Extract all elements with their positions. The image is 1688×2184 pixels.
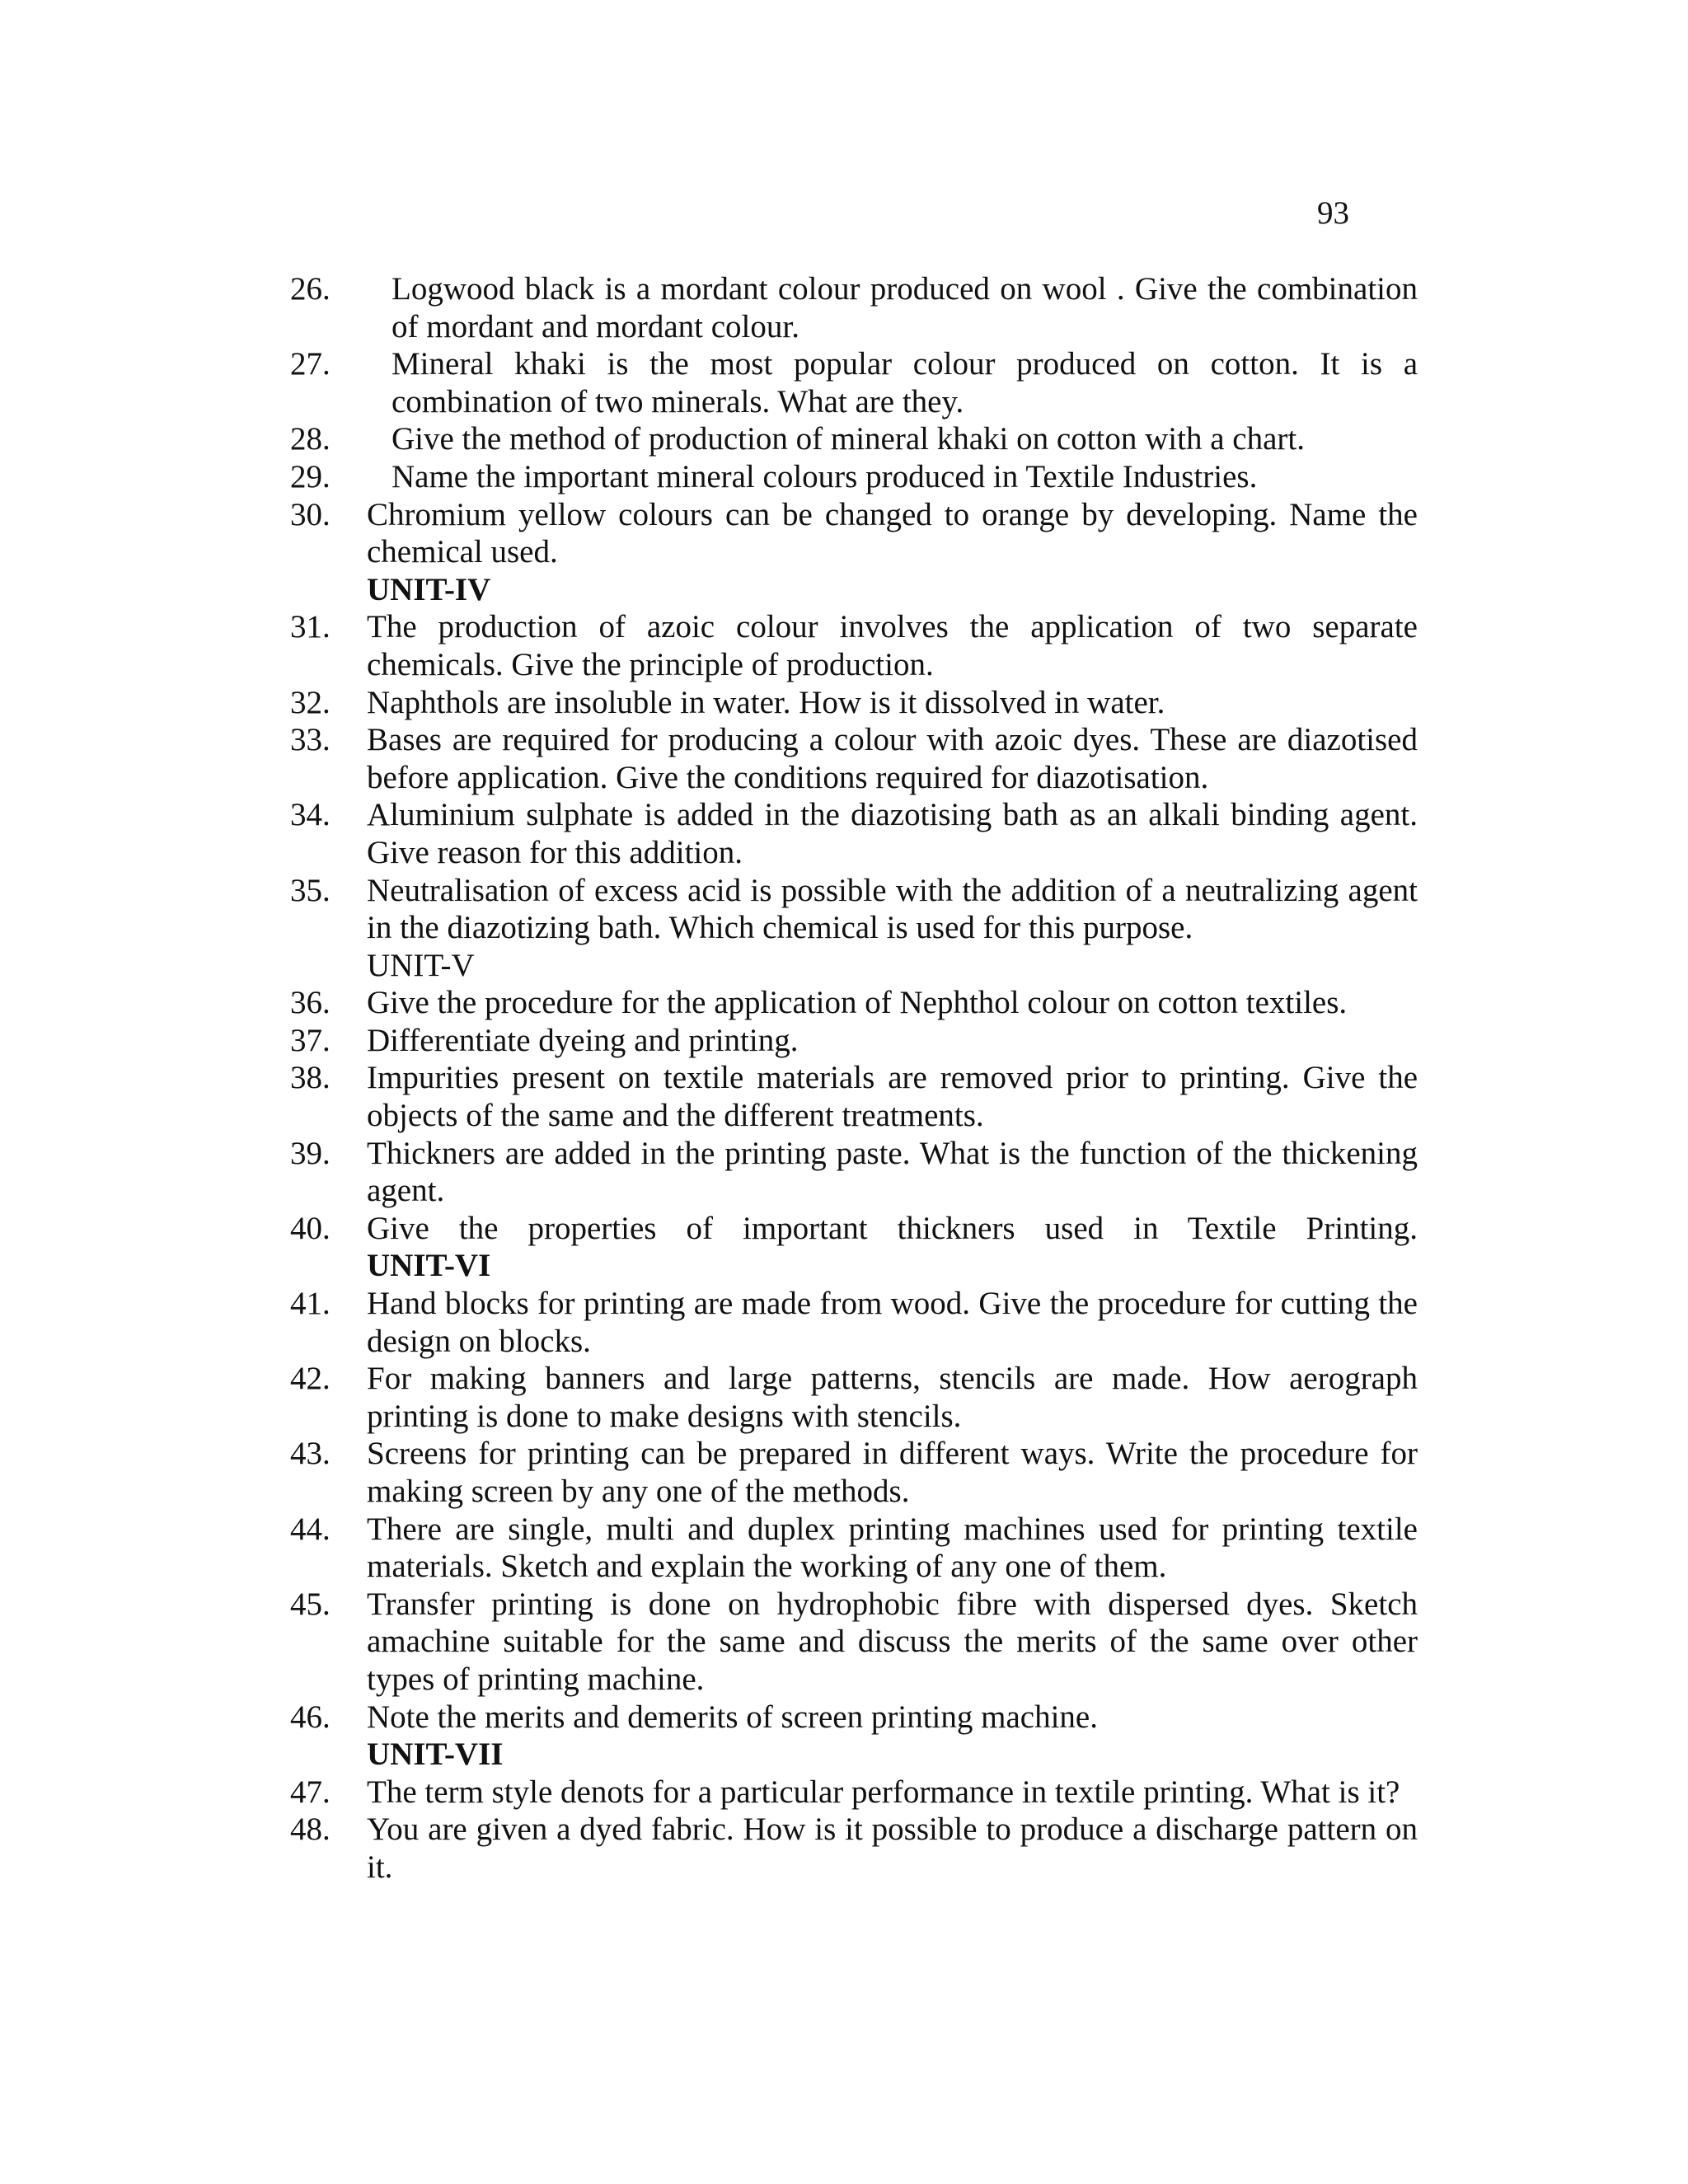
question-item [290, 1285, 1418, 1360]
question-item [290, 684, 1418, 722]
question-number: 34. [290, 797, 331, 833]
question-item [290, 1511, 1418, 1586]
question-text: Note the merits and demerits of screen printing machine. [367, 1699, 1098, 1735]
question-item [290, 270, 1418, 345]
question-number: 30. [290, 496, 331, 532]
question-text: The term style denots for a particular performance in textile printing. What is it? [367, 1774, 1400, 1810]
question-number: 37. [290, 1022, 331, 1058]
question-text: Thickners are added in the printing paste. What is the function of the thickening agent. [367, 1135, 1418, 1209]
question-number: 46. [290, 1699, 331, 1735]
question-number: 38. [290, 1060, 331, 1096]
question-text: Logwood black is a mordant colour produced on wool . Give the combination of mordant and mordant colour. [392, 271, 1418, 344]
question-text: Screens for printing can be prepared in different ways. Write the procedure for making screen by any one of the methods. [367, 1436, 1418, 1509]
question-number: 47. [290, 1774, 331, 1810]
question-item [290, 796, 1418, 871]
question-text: There are single, multi and duplex printing machines used for printing textile materials. Sketch and explain the working of any one of them. [367, 1511, 1418, 1585]
question-number: 45. [290, 1586, 331, 1622]
question-item [290, 1022, 1418, 1060]
question-text: Give the procedure for the application of Nephthol colour on cotton textiles. [367, 985, 1348, 1021]
unit-heading: UNIT-V [367, 947, 475, 983]
question-text: Aluminium sulphate is added in the diazotising bath as an alkali binding agent. Give reason for this addition. [367, 797, 1418, 870]
question-text: For making banners and large patterns, stencils are made. How aerograph printing is done to make designs with stencils. [367, 1361, 1418, 1434]
question-text: Transfer printing is done on hydrophobic fibre with dispersed dyes. Sketch amachine suitable for the same and discuss the merits of the same over other types of printing machine. [367, 1586, 1418, 1697]
question-item [290, 1135, 1418, 1210]
question-item [290, 420, 1418, 458]
question-number: 39. [290, 1135, 331, 1171]
question-text: Naphthols are insoluble in water. How is it dissolved in water. [367, 684, 1165, 720]
question-number: 35. [290, 872, 331, 908]
question-item [290, 1360, 1418, 1435]
question-number: 44. [290, 1511, 331, 1547]
question-number: 28. [290, 421, 331, 457]
question-item [290, 984, 1418, 1022]
unit-heading: UNIT-VI [367, 1248, 491, 1284]
question-item [290, 458, 1418, 496]
question-number: 40. [290, 1210, 331, 1246]
question-item [290, 1586, 1418, 1699]
unit-heading: UNIT-VII [367, 1736, 504, 1773]
question-text: Give the method of production of mineral khaki on cotton with a chart. [392, 421, 1305, 457]
question-number: 27. [290, 346, 331, 382]
page-number: 93 [1317, 195, 1349, 231]
question-text: Bases are required for producing a colour with azoic dyes. These are diazotised before application. Give the conditions required for diazotisation. [367, 722, 1418, 795]
question-item [290, 1059, 1418, 1134]
question-text: Impurities present on textile materials are removed prior to printing. Give the objects of the same and the different treatments. [367, 1060, 1418, 1134]
question-item [290, 1774, 1418, 1811]
question-list [290, 270, 1418, 1886]
question-item [290, 1435, 1418, 1510]
question-number: 31. [290, 609, 331, 645]
question-text: Give the properties of important thickners used in Textile Printing. [367, 1210, 1418, 1246]
question-item [290, 496, 1418, 571]
question-number: 42. [290, 1361, 331, 1397]
question-item [290, 872, 1418, 947]
question-text: Name the important mineral colours produced in Textile Industries. [392, 458, 1258, 494]
question-text: Neutralisation of excess acid is possible with the addition of a neutralizing agent in the diazotizing bath. Which chemical is used for this purpose. [367, 872, 1418, 946]
question-text: Differentiate dyeing and printing. [367, 1022, 799, 1058]
question-number: 41. [290, 1286, 331, 1322]
question-number: 43. [290, 1436, 331, 1472]
unit-heading: UNIT-IV [367, 571, 491, 607]
question-item [290, 1811, 1418, 1886]
question-number: 29. [290, 458, 331, 494]
question-item [290, 721, 1418, 796]
question-item [290, 345, 1418, 420]
question-text: Chromium yellow colours can be changed to orange by developing. Name the chemical used. [367, 496, 1418, 570]
question-text: Mineral khaki is the most popular colour produced on cotton. It is a combination of two minerals. What are they. [392, 346, 1418, 419]
question-item [290, 1210, 1418, 1248]
question-item [290, 1699, 1418, 1736]
question-number: 26. [290, 271, 331, 307]
question-number: 36. [290, 985, 331, 1021]
question-text: Hand blocks for printing are made from wood. Give the procedure for cutting the design on blocks. [367, 1286, 1418, 1359]
question-text: You are given a dyed fabric. How is it possible to produce a discharge pattern on it. [367, 1811, 1418, 1885]
question-text: The production of azoic colour involves the application of two separate chemicals. Give the principle of production. [367, 609, 1418, 682]
question-number: 48. [290, 1811, 331, 1848]
question-number: 33. [290, 722, 331, 758]
question-number: 32. [290, 684, 331, 720]
question-item [290, 608, 1418, 683]
